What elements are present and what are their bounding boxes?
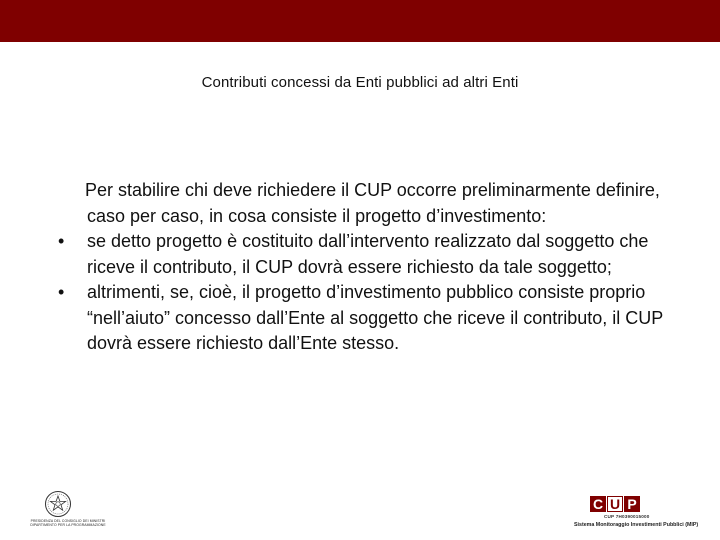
bullet-item — [56, 229, 666, 280]
footer-ministry-logo — [18, 490, 118, 530]
cup-letter-u: U — [607, 496, 623, 512]
footer-cup-logo — [574, 496, 714, 532]
bullet-marker: • — [58, 282, 65, 302]
republic-emblem-icon — [44, 490, 72, 518]
header-bar — [0, 0, 720, 42]
cup-letter-c: C — [590, 496, 606, 512]
cup-code: CUP 7H0390015000 — [604, 514, 650, 519]
cup-logo-icon — [590, 496, 640, 512]
cup-letter-p: P — [624, 496, 640, 512]
intro-paragraph: Per stabilire chi deve richiedere il CUP occorre preliminarmente definire, caso per caso, in cosa consiste il progetto d’investimento: — [85, 180, 660, 226]
bullet-item — [56, 280, 666, 357]
bullet-marker: • — [58, 231, 65, 251]
slide-title: Contributi concessi da Enti pubblici ad altri Enti — [201, 74, 519, 91]
bullet-text: se detto progetto è costituito dall’intervento realizzato dal soggetto che riceve il contributo, il CUP dovrà essere richiesto da tale soggetto; — [87, 231, 649, 277]
slide-body — [56, 178, 666, 357]
cup-system-label: Sistema Monitoraggio Investimenti Pubblici (MIP) — [574, 522, 699, 528]
ministry-text: PRESIDENZA DEL CONSIGLIO DEI MINISTRI DIPARTIMENTO PER LA PROGRAMMAZIONE — [30, 519, 106, 527]
bullet-text: altrimenti, se, cioè, il progetto d’investimento pubblico consiste proprio “nell’aiuto” concesso dall’Ente al soggetto che riceve il contributo, il CUP dovrà essere richiesto dall’Ente stesso. — [87, 282, 663, 353]
